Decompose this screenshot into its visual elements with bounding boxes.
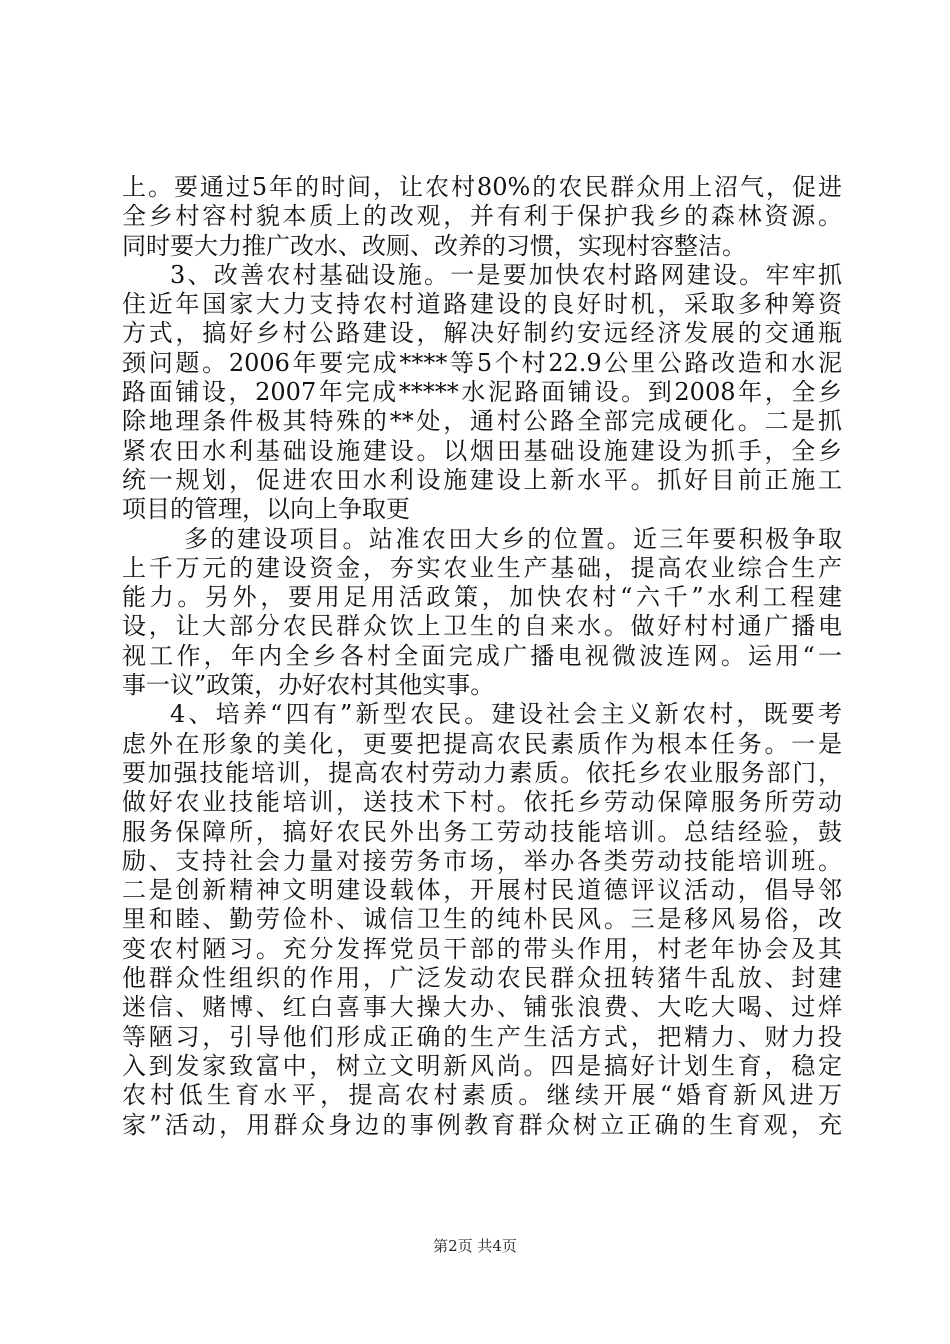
document-body: [122, 173, 842, 1140]
text-line: 二是创新精神文明建设载体，开展村民道德评议活动，倡导邻: [122, 876, 842, 905]
text-line: 变农村陋习。充分发挥党员干部的带头作用，村老年协会及其: [122, 934, 842, 963]
text-line: 4、培养“四有”新型农民。建设社会主义新农村，既要考: [170, 700, 842, 729]
text-line: 服务保障所，搞好农民外出务工劳动技能培训。总结经验，鼓: [122, 817, 842, 846]
text-line: 设，让大部分农民群众饮上卫生的自来水。做好村村通广播电: [122, 612, 842, 641]
text-line: 里和睦、勤劳俭朴、诚信卫生的纯朴民风。三是移风易俗，改: [122, 905, 842, 934]
text-line: 颈问题。2006年要完成****等5个村22.9公里公路改造和水泥: [122, 348, 842, 377]
text-line: 励、支持社会力量对接劳务市场，举办各类劳动技能培训班。: [122, 846, 842, 875]
text-line: 上。要通过5年的时间，让农村80%的农民群众用上沼气，促进: [122, 173, 842, 201]
page-number-footer: 第2页 共4页: [433, 1237, 517, 1255]
text-line: 住近年国家大力支持农村道路建设的良好时机，采取多种筹资: [122, 290, 842, 319]
text-line: 他群众性组织的作用，广泛发动农民群众扭转猪牛乱放、封建: [122, 964, 842, 993]
text-line: 方式，搞好乡村公路建设，解决好制约安远经济发展的交通瓶: [122, 319, 842, 348]
text-line: 全乡村容村貌本质上的改观，并有利于保护我乡的森林资源。: [122, 202, 842, 231]
text-line: 虑外在形象的美化，更要把提高农民素质作为根本任务。一是: [122, 729, 842, 758]
text-line: 除地理条件极其特殊的**处，通村公路全部完成硬化。二是抓: [122, 407, 842, 436]
text-line: 项目的管理，以向上争取更: [122, 495, 410, 524]
text-line: 紧农田水利基础设施建设。以烟田基础设施建设为抓手，全乡: [122, 436, 842, 465]
text-line: 等陋习，引导他们形成正确的生产生活方式，把精力、财力投: [122, 1022, 842, 1051]
text-line: 统一规划，促进农田水利设施建设上新水平。抓好目前正施工: [122, 465, 842, 494]
text-line: 入到发家致富中，树立文明新风尚。四是搞好计划生育，稳定: [122, 1051, 842, 1080]
text-line: 3、改善农村基础设施。一是要加快农村路网建设。牢牢抓: [170, 260, 842, 289]
text-line: 能力。另外，要用足用活政策，加快农村“六千”水利工程建: [122, 583, 842, 612]
text-line: 同时要大力推广改水、改厕、改养的习惯，实现村容整洁。: [122, 231, 746, 260]
text-line: 事一议”政策，办好农村其他实事。: [122, 671, 495, 700]
text-line: 要加强技能培训，提高农村劳动力素质。依托乡农业服务部门，: [122, 758, 842, 787]
text-line: 上千万元的建设资金，夯实农业生产基础，提高农业综合生产: [122, 553, 842, 582]
text-line: 农村低生育水平，提高农村素质。继续开展“婚育新风进万: [122, 1081, 842, 1110]
text-line: 多的建设项目。站准农田大乡的位置。近三年要积极争取: [184, 524, 842, 553]
text-line: 家”活动，用群众身边的事例教育群众树立正确的生育观，充: [122, 1110, 842, 1139]
text-line: 视工作，年内全乡各村全面完成广播电视微波连网。运用“一: [122, 641, 842, 670]
text-line: 迷信、赌博、红白喜事大操大办、铺张浪费、大吃大喝、过烊: [122, 993, 842, 1022]
text-line: 做好农业技能培训，送技术下村。依托乡劳动保障服务所劳动: [122, 788, 842, 817]
text-line: 路面铺设，2007年完成*****水泥路面铺设。到2008年，全乡: [122, 378, 842, 407]
